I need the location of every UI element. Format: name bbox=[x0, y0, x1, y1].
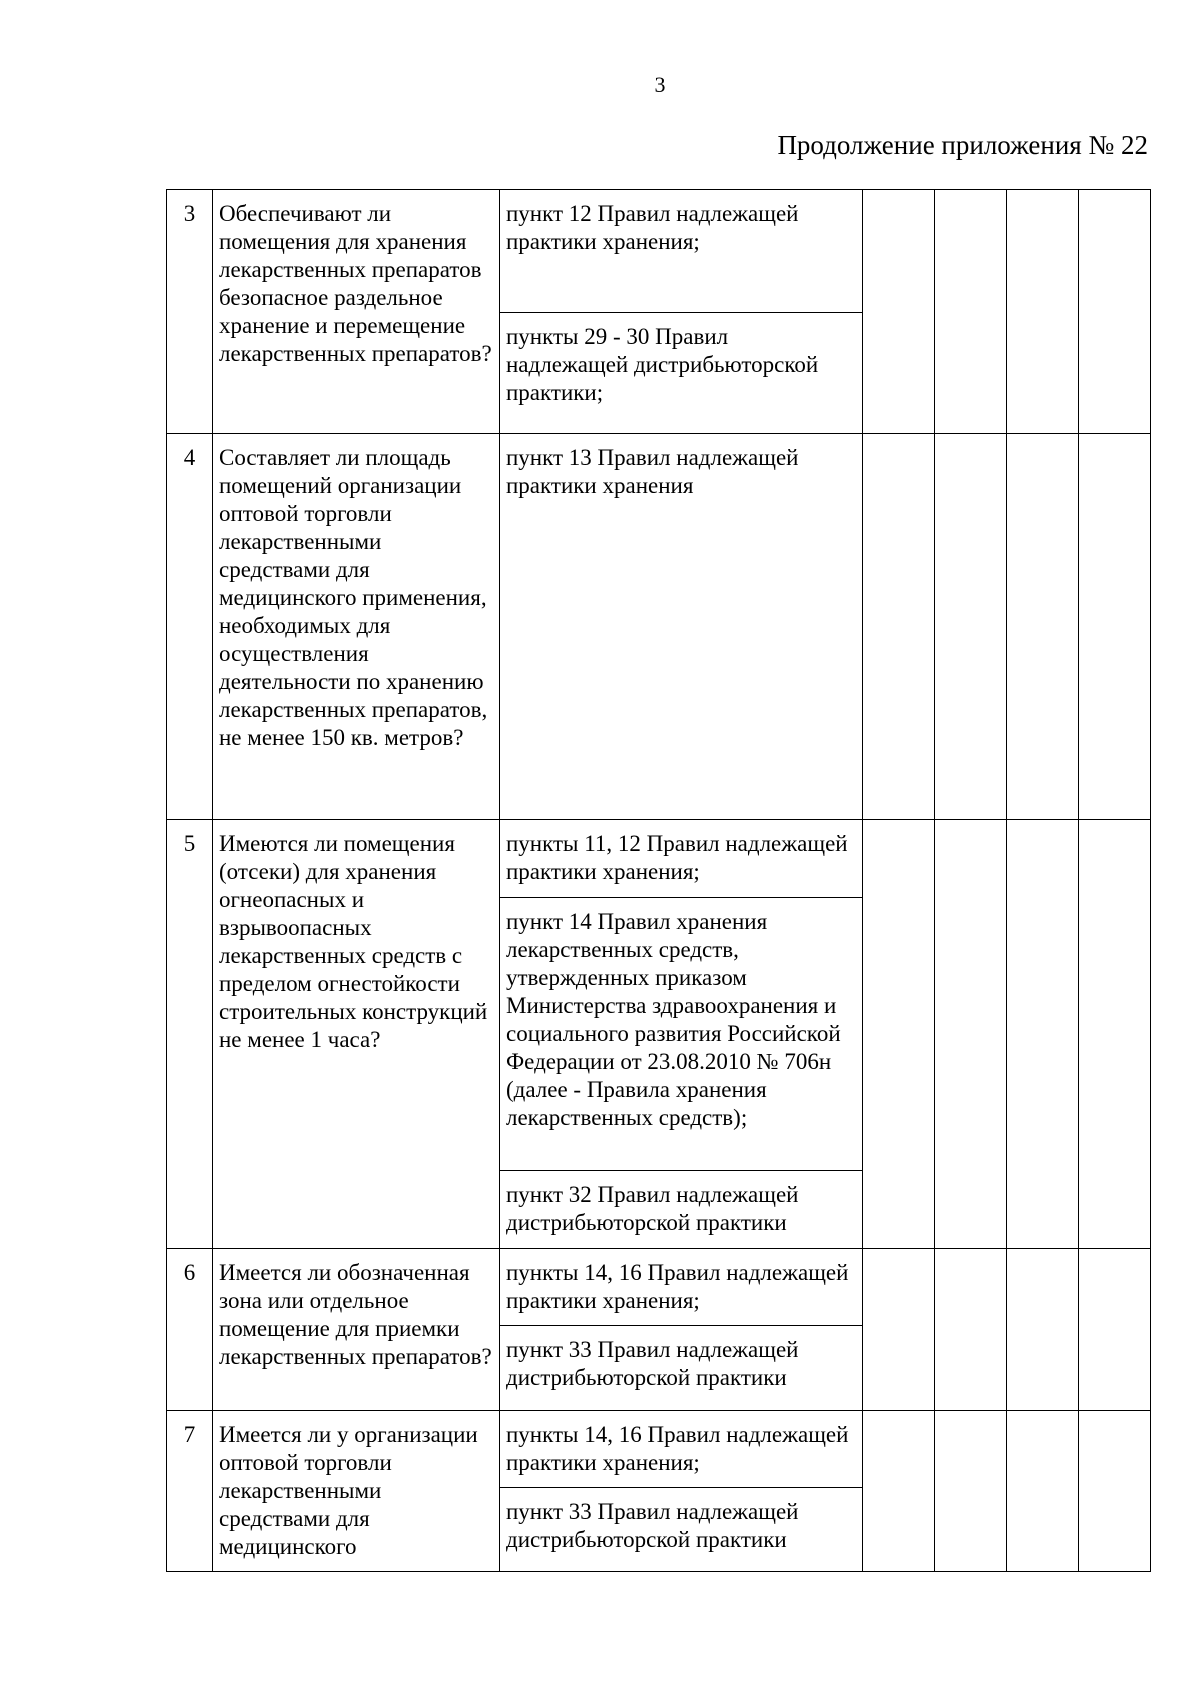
row-number: 5 bbox=[167, 820, 213, 1249]
question-cell: Имеется ли обозначенная зона или отдельное помещение для приемки лекарственных препаратов? bbox=[213, 1249, 500, 1411]
table-row bbox=[167, 434, 1151, 820]
reference-cell: пункт 33 Правил надлежащей дистрибьюторской практики bbox=[500, 1488, 863, 1572]
reference-cell: пункт 32 Правил надлежащей дистрибьюторской практики bbox=[500, 1171, 863, 1249]
answer-cell bbox=[863, 1249, 935, 1411]
answer-cell bbox=[863, 190, 935, 434]
answer-cell bbox=[1007, 1411, 1079, 1572]
reference-cell: пункты 14, 16 Правил надлежащей практики хранения; bbox=[500, 1411, 863, 1488]
reference-cell: пункты 29 - 30 Правил надлежащей дистрибьюторской практики; bbox=[500, 313, 863, 434]
page-number: 3 bbox=[654, 72, 666, 97]
row-number: 6 bbox=[167, 1249, 213, 1411]
row-number: 4 bbox=[167, 434, 213, 820]
row-number: 3 bbox=[167, 190, 213, 434]
reference-cell: пункт 14 Правил хранения лекарственных средств, утвержденных приказом Министерства здравоохранения и социального развития Российской Федерации от 23.08.2010 № 706н (далее - Правила хранения лекарственных средств); bbox=[500, 898, 863, 1171]
answer-cell bbox=[935, 1411, 1007, 1572]
question-cell: Имеются ли помещения (отсеки) для хранения огнеопасных и взрывоопасных лекарственных средств с пределом огнестойкости строительных конструкций не менее 1 часа? bbox=[213, 820, 500, 1249]
table-row bbox=[167, 1411, 1151, 1488]
answer-cell bbox=[1079, 820, 1151, 1249]
question-cell: Обеспечивают ли помещения для хранения лекарственных препаратов безопасное раздельное хранение и перемещение лекарственных препаратов? bbox=[213, 190, 500, 434]
reference-cell: пункт 13 Правил надлежащей практики хранения bbox=[500, 434, 863, 820]
answer-cell bbox=[863, 1411, 935, 1572]
reference-cell: пункт 33 Правил надлежащей дистрибьюторской практики bbox=[500, 1326, 863, 1411]
answer-cell bbox=[935, 820, 1007, 1249]
question-cell: Составляет ли площадь помещений организации оптовой торговли лекарственными средствами для медицинского применения, необходимых для осуществления деятельности по хранению лекарственных препаратов, не менее 150 кв. метров? bbox=[213, 434, 500, 820]
table-row bbox=[167, 190, 1151, 313]
answer-cell bbox=[935, 190, 1007, 434]
answer-cell bbox=[935, 1249, 1007, 1411]
reference-cell: пункты 11, 12 Правил надлежащей практики хранения; bbox=[500, 820, 863, 898]
reference-cell: пункты 14, 16 Правил надлежащей практики хранения; bbox=[500, 1249, 863, 1326]
answer-cell bbox=[863, 434, 935, 820]
answer-cell bbox=[1007, 820, 1079, 1249]
answer-cell bbox=[1079, 190, 1151, 434]
table-row bbox=[167, 820, 1151, 898]
row-number: 7 bbox=[167, 1411, 213, 1572]
answer-cell bbox=[1079, 1249, 1151, 1411]
answer-cell bbox=[1007, 434, 1079, 820]
answer-cell bbox=[1079, 434, 1151, 820]
answer-cell bbox=[1007, 190, 1079, 434]
answer-cell bbox=[1007, 1249, 1079, 1411]
answer-cell bbox=[935, 434, 1007, 820]
reference-cell: пункт 12 Правил надлежащей практики хранения; bbox=[500, 190, 863, 313]
appendix-continuation-heading: Продолжение приложения № 22 bbox=[777, 130, 1148, 160]
answer-cell bbox=[1079, 1411, 1151, 1572]
answer-cell bbox=[863, 820, 935, 1249]
table-row bbox=[167, 1249, 1151, 1326]
checklist-table bbox=[166, 189, 1151, 1572]
question-cell: Имеется ли у организации оптовой торговли лекарственными средствами для медицинского bbox=[213, 1411, 500, 1572]
